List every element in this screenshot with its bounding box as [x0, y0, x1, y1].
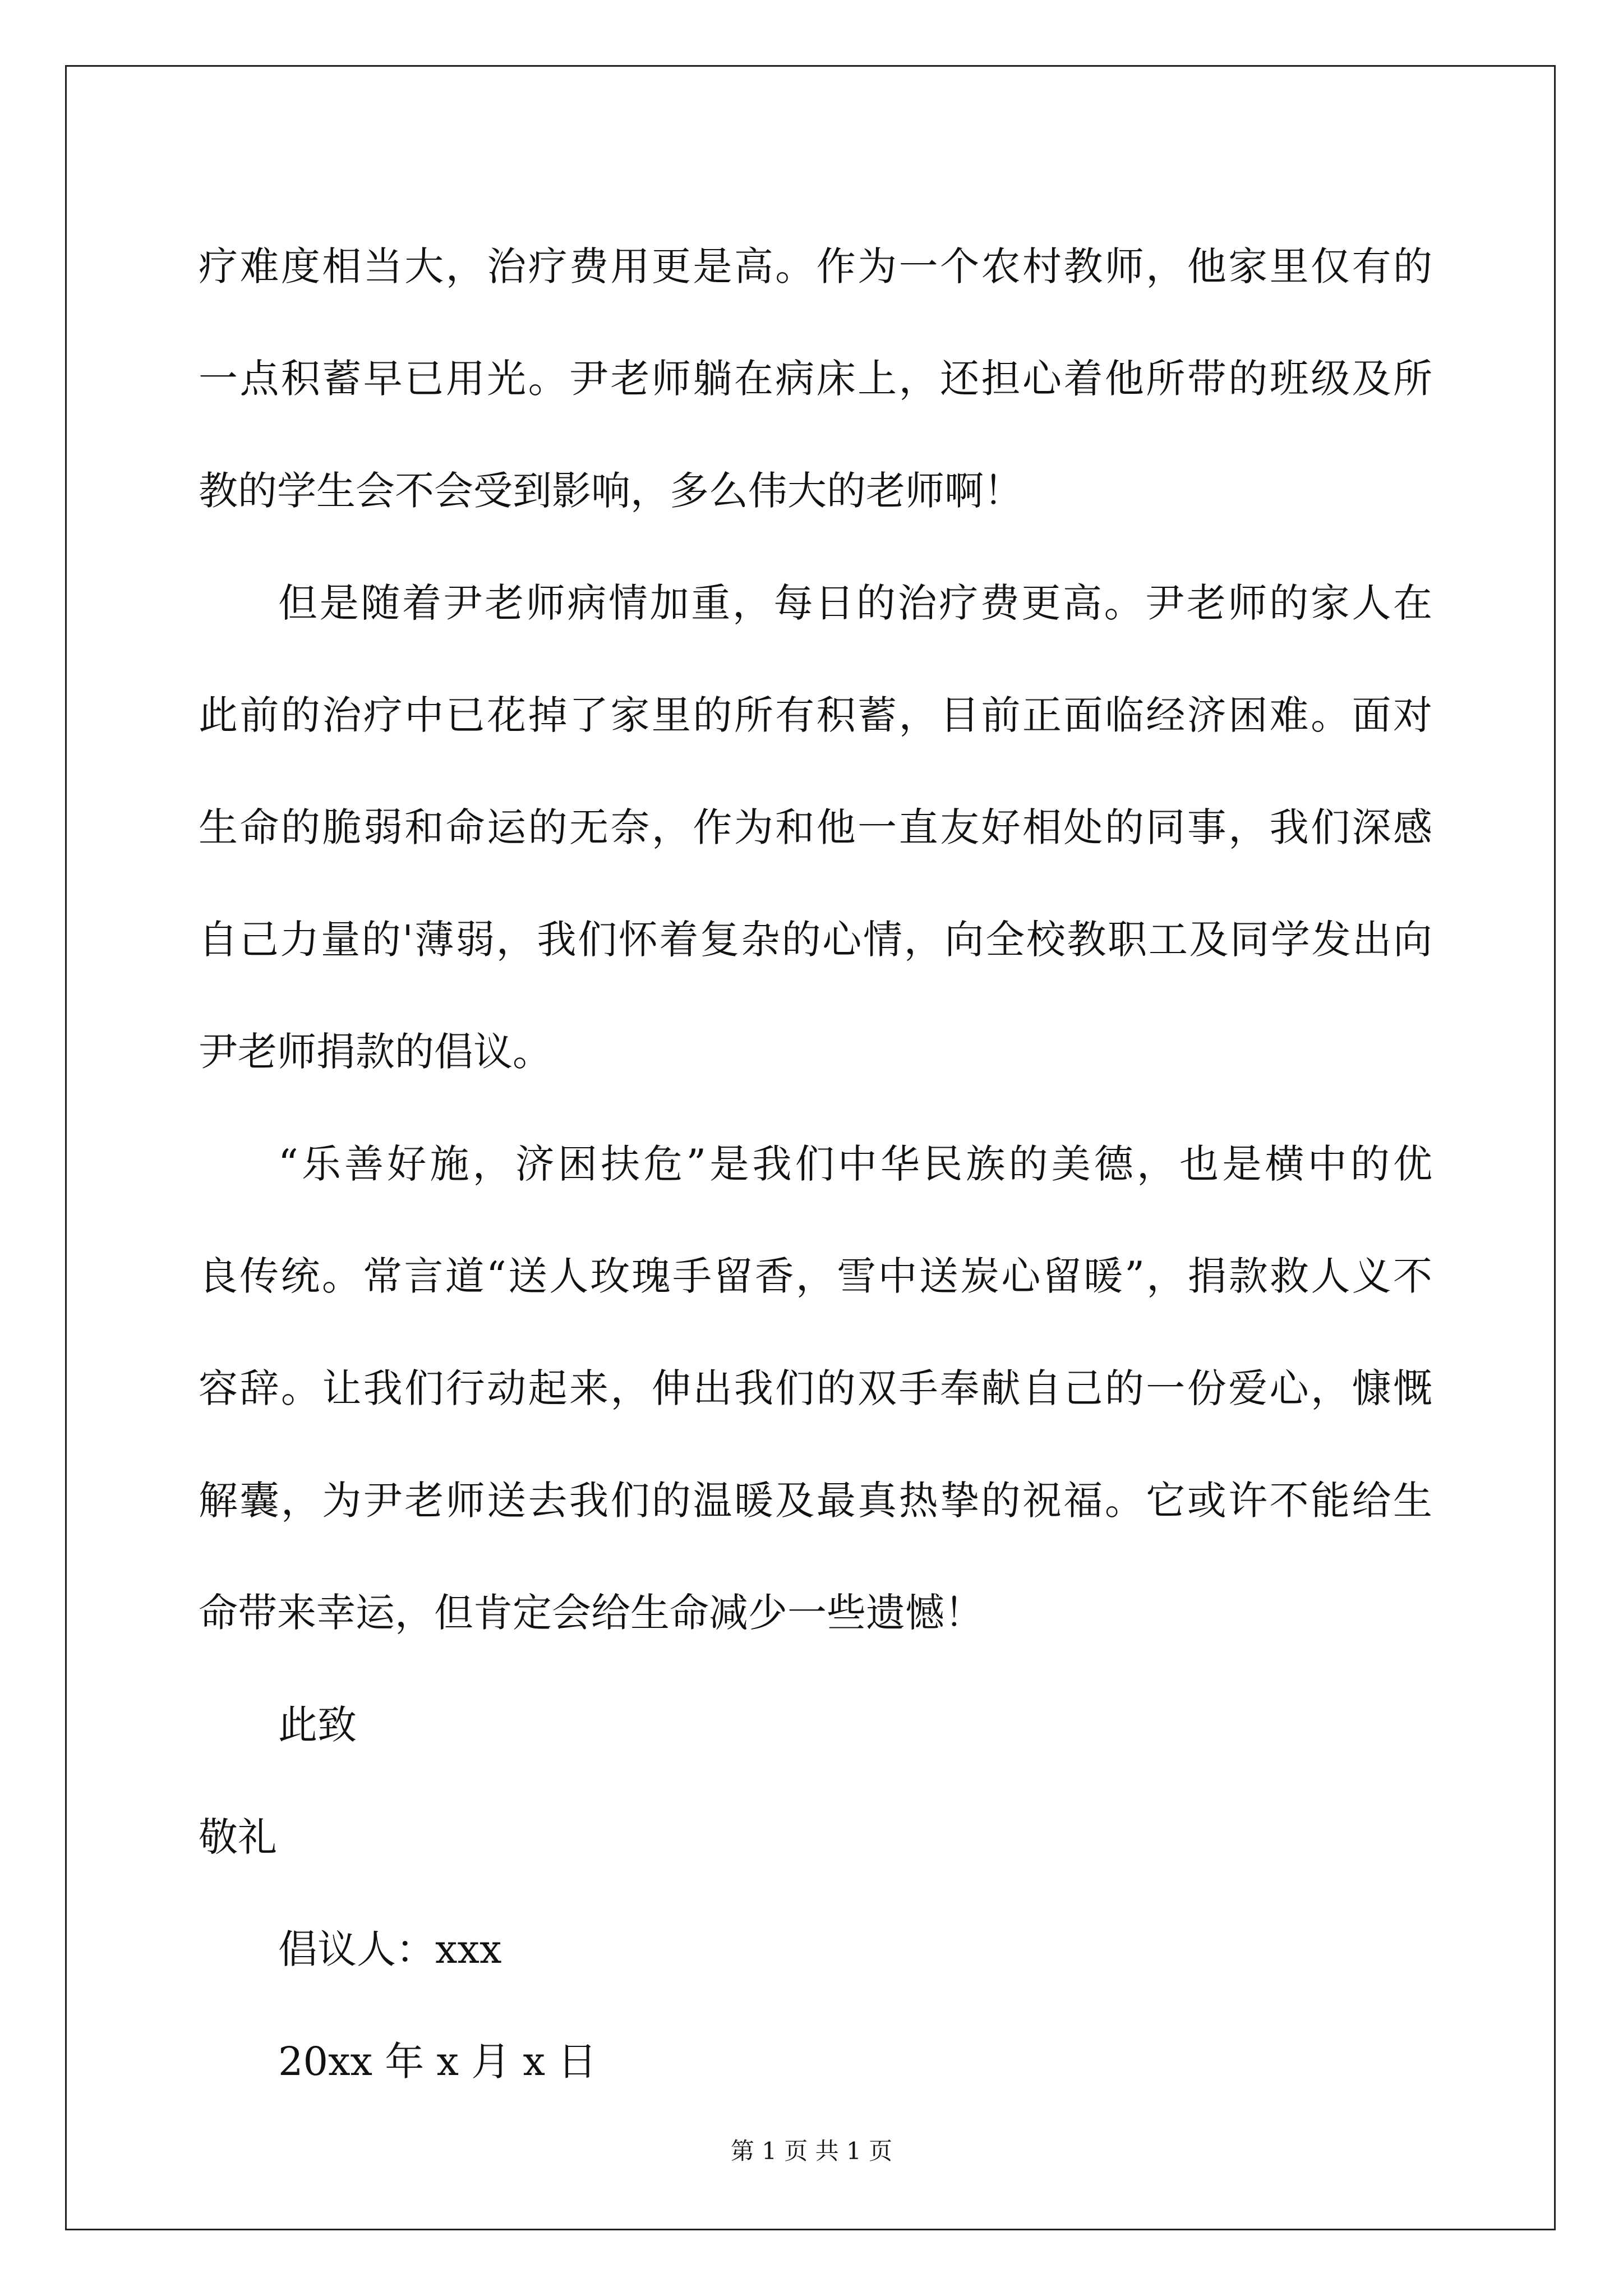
- paragraph-line: 一点积蓄早已用光。尹老师躺在病床上，还担心着他所带的班级及所: [199, 356, 1432, 402]
- page-number-footer: 第 1 页 共 1 页: [730, 2137, 893, 2165]
- paragraph-2: [199, 547, 1432, 1108]
- salutation-jingli: 敬礼: [199, 1814, 277, 1860]
- paragraph-line: 容辞。让我们行动起来，伸出我们的双手奉献自己的一份爱心，慷慨: [199, 1365, 1432, 1411]
- paragraph-3: [199, 1108, 1432, 1669]
- paragraph-line: 良传统。常言道“送人玫瑰手留香，雪中送炭心留暖”，捐款救人义不: [199, 1253, 1432, 1299]
- paragraph-line: 疗难度相当大，治疗费用更是高。作为一个农村教师，他家里仅有的: [199, 243, 1432, 289]
- salutation-cizhi: 此致: [278, 1702, 357, 1748]
- document-body: [199, 210, 1432, 2118]
- paragraph-1: [199, 210, 1432, 547]
- paragraph-line: 解囊，为尹老师送去我们的温暖及最真热挚的祝福。它或许不能给生: [199, 1478, 1432, 1524]
- document-date: 20xx 年 x 月 x 日: [278, 2039, 597, 2085]
- paragraph-line: 教的学生会不会受到影响，多么伟大的老师啊！: [199, 468, 1023, 514]
- paragraph-line: 命带来幸运，但肯定会给生命减少一些遗憾！: [199, 1590, 984, 1636]
- closing-block: [199, 1669, 1432, 2118]
- paragraph-line: 尹老师捐款的倡议。: [199, 1029, 552, 1075]
- paragraph-line: 但是随着尹老师病情加重，每日的治疗费更高。尹老师的家人在: [278, 580, 1432, 626]
- paragraph-line: “乐善好施，济困扶危”是我们中华民族的美德，也是横中的优: [278, 1141, 1432, 1187]
- paragraph-line: 此前的治疗中已花掉了家里的所有积蓄，目前正面临经济困难。面对: [199, 692, 1432, 738]
- paragraph-line: 自己力量的'薄弱，我们怀着复杂的心情，向全校教职工及同学发出向: [199, 917, 1432, 963]
- proposer-signature: 倡议人：xxx: [278, 1926, 502, 1972]
- paragraph-line: 生命的脆弱和命运的无奈，作为和他一直友好相处的同事，我们深感: [199, 804, 1432, 850]
